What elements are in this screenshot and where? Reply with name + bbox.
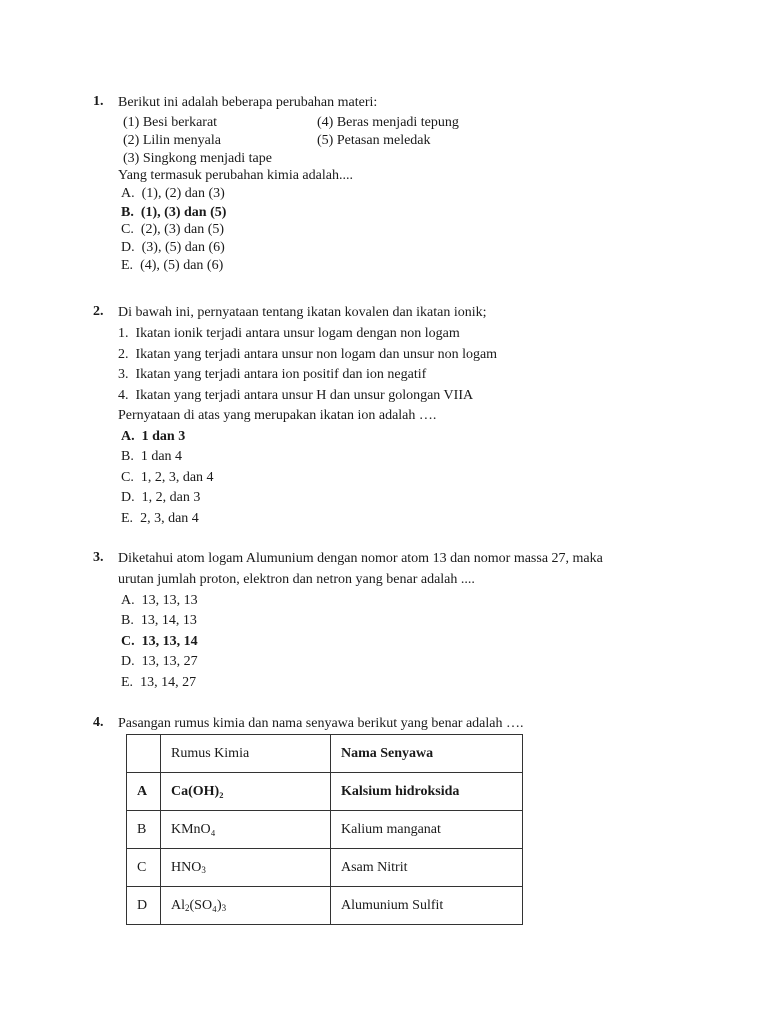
formula-cell: Ca(OH)₂ bbox=[161, 773, 331, 811]
table-header-cell: Nama Senyawa bbox=[331, 735, 523, 773]
name-cell: Asam Nitrit bbox=[331, 849, 523, 887]
option-d[interactable] bbox=[121, 239, 225, 257]
option-letter: A. bbox=[121, 186, 135, 201]
table-header-row bbox=[127, 735, 523, 773]
formula-part: Al bbox=[171, 897, 185, 913]
row-label: D bbox=[127, 887, 161, 925]
option-a[interactable] bbox=[121, 592, 198, 610]
name-cell: Kalsium hidroksida bbox=[331, 773, 523, 811]
statement bbox=[118, 387, 473, 405]
option-letter: A. bbox=[121, 593, 135, 608]
question-stem: Di bawah ini, pernyataan tentang ikatan kovalen dan ikatan ionik; bbox=[118, 305, 487, 320]
statement-number: 1. bbox=[118, 326, 129, 341]
option-text: 1 dan 3 bbox=[141, 429, 186, 444]
item: (4) Beras menjadi tepung bbox=[317, 115, 459, 130]
formula-subscript: 2 bbox=[185, 902, 190, 913]
option-text: 13, 14, 13 bbox=[140, 613, 197, 628]
option-d[interactable] bbox=[121, 653, 198, 671]
option-b[interactable] bbox=[121, 448, 182, 466]
formula-subscript: 3 bbox=[221, 902, 227, 913]
question-stem: Berikut ini adalah beberapa perubahan materi: bbox=[118, 95, 378, 110]
option-text: 13, 13, 27 bbox=[141, 654, 198, 669]
compound-table bbox=[126, 734, 523, 925]
option-c[interactable] bbox=[121, 469, 214, 487]
statement-text: Ikatan ionik terjadi antara unsur logam dengan non logam bbox=[135, 326, 460, 341]
option-letter: D. bbox=[121, 240, 135, 255]
option-text: (2), (3) dan (5) bbox=[140, 222, 225, 237]
option-c[interactable] bbox=[121, 633, 198, 651]
item: (1) Besi berkarat bbox=[123, 115, 218, 130]
table-row[interactable] bbox=[127, 773, 523, 811]
option-letter: E. bbox=[121, 675, 134, 690]
statement-text: Ikatan yang terjadi antara ion positif dan ion negatif bbox=[135, 367, 427, 382]
statement bbox=[118, 366, 426, 384]
option-letter: C. bbox=[121, 634, 135, 649]
option-letter: B. bbox=[121, 205, 134, 220]
option-text: 13, 13, 14 bbox=[141, 634, 198, 649]
item: (3) Singkong menjadi tape bbox=[123, 151, 272, 166]
option-text: (3), (5) dan (6) bbox=[141, 240, 225, 255]
row-label: C bbox=[127, 849, 161, 887]
statement-number: 2. bbox=[118, 347, 129, 362]
option-e[interactable] bbox=[121, 674, 196, 692]
option-text: (1), (2) dan (3) bbox=[141, 186, 225, 201]
question-number: 2. bbox=[93, 304, 104, 319]
formula-cell bbox=[161, 887, 331, 925]
table-header-cell: Rumus Kimia bbox=[161, 735, 331, 773]
formula-cell: KMnO₄ bbox=[161, 811, 331, 849]
item: (2) Lilin menyala bbox=[123, 133, 221, 148]
question-number: 4. bbox=[93, 715, 104, 730]
item: (5) Petasan meledak bbox=[317, 133, 431, 148]
option-letter: A. bbox=[121, 429, 135, 444]
statement-text: Ikatan yang terjadi antara unsur H dan unsur golongan VIIA bbox=[135, 388, 474, 403]
name-cell: Kalium manganat bbox=[331, 811, 523, 849]
option-d[interactable] bbox=[121, 489, 200, 507]
statement-number: 4. bbox=[118, 388, 129, 403]
option-b[interactable] bbox=[121, 612, 197, 630]
formula-subscript: 3 bbox=[201, 864, 206, 875]
statement bbox=[118, 325, 460, 343]
question-stem: Diketahui atom logam Alumunium dengan nomor atom 13 dan nomor massa 27, maka bbox=[118, 551, 603, 566]
option-text: (1), (3) dan (5) bbox=[140, 205, 227, 220]
question-prompt: Yang termasuk perubahan kimia adalah.... bbox=[118, 168, 353, 183]
table-row[interactable] bbox=[127, 811, 523, 849]
option-c[interactable] bbox=[121, 221, 224, 239]
row-label: A bbox=[127, 773, 161, 811]
statement-text: Ikatan yang terjadi antara unsur non logam dan unsur non logam bbox=[135, 347, 498, 362]
option-b[interactable] bbox=[121, 204, 226, 222]
question-stem: Pasangan rumus kimia dan nama senyawa berikut yang benar adalah …. bbox=[118, 716, 524, 731]
statement bbox=[118, 346, 497, 364]
table-header-cell bbox=[127, 735, 161, 773]
name-cell: Alumunium Sulfit bbox=[331, 887, 523, 925]
question-number: 3. bbox=[93, 550, 104, 565]
option-text: (4), (5) dan (6) bbox=[140, 258, 224, 273]
formula-part: (SO₄) bbox=[189, 897, 222, 913]
question-stem-continued: urutan jumlah proton, elektron dan netron yang benar adalah .... bbox=[118, 572, 475, 587]
statement-number: 3. bbox=[118, 367, 129, 382]
table-row[interactable] bbox=[127, 887, 523, 925]
option-a[interactable] bbox=[121, 428, 185, 446]
option-text: 1, 2, 3, dan 4 bbox=[140, 470, 214, 485]
option-letter: D. bbox=[121, 654, 135, 669]
option-text: 13, 13, 13 bbox=[141, 593, 198, 608]
option-letter: B. bbox=[121, 613, 134, 628]
formula-cell bbox=[161, 849, 331, 887]
option-letter: E. bbox=[121, 511, 134, 526]
formula-main: HNO bbox=[171, 859, 202, 875]
option-letter: B. bbox=[121, 449, 134, 464]
option-text: 2, 3, dan 4 bbox=[140, 511, 199, 526]
option-letter: E. bbox=[121, 258, 134, 273]
question-number: 1. bbox=[93, 94, 104, 109]
question-prompt: Pernyataan di atas yang merupakan ikatan ion adalah …. bbox=[118, 408, 437, 423]
row-label: B bbox=[127, 811, 161, 849]
table-row[interactable] bbox=[127, 849, 523, 887]
option-e[interactable] bbox=[121, 510, 199, 528]
option-text: 13, 14, 27 bbox=[140, 675, 197, 690]
option-a[interactable] bbox=[121, 185, 225, 203]
option-text: 1, 2, dan 3 bbox=[141, 490, 201, 505]
option-letter: C. bbox=[121, 222, 134, 237]
option-letter: D. bbox=[121, 490, 135, 505]
option-letter: C. bbox=[121, 470, 134, 485]
option-text: 1 dan 4 bbox=[140, 449, 183, 464]
option-e[interactable] bbox=[121, 257, 223, 275]
